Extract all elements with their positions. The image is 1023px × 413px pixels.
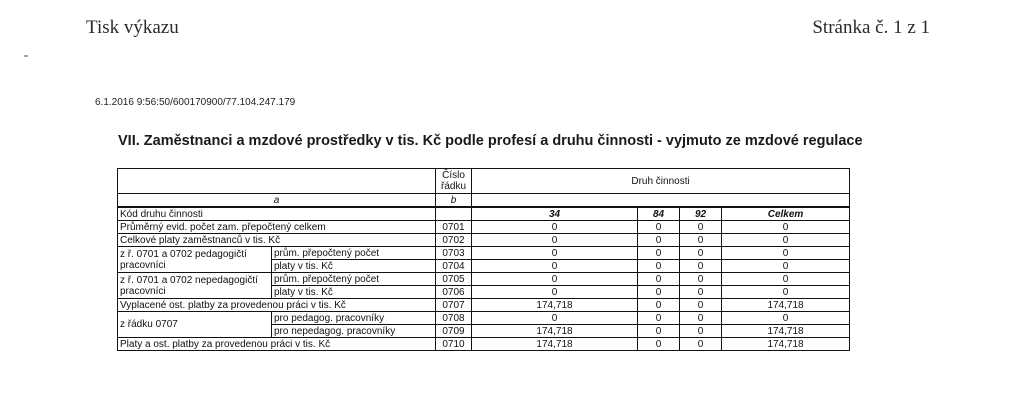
cell-celkem: 0 bbox=[722, 234, 850, 247]
cell-92: 0 bbox=[680, 325, 722, 338]
row-label: platy v tis. Kč bbox=[272, 260, 436, 273]
cell-84: 0 bbox=[638, 260, 680, 273]
cell-celkem: 0 bbox=[722, 286, 850, 299]
row-label: Vyplacené ost. platby za provedenou práci v tis. Kč bbox=[118, 299, 436, 312]
cell-34: 0 bbox=[472, 312, 638, 325]
section-title: VII. Zaměstnanci a mzdové prostředky v tis. Kč podle profesí a druhu činnosti - vyjmuto ze mzdové regulace bbox=[118, 133, 863, 149]
cell-34: 0 bbox=[472, 260, 638, 273]
cell-84: 0 bbox=[638, 299, 680, 312]
table-row bbox=[118, 247, 850, 260]
cell-84: 0 bbox=[638, 221, 680, 234]
row-code: 0710 bbox=[436, 338, 472, 351]
cell-92: 0 bbox=[680, 247, 722, 260]
cell-34: 0 bbox=[472, 286, 638, 299]
cell-celkem: 174,718 bbox=[722, 338, 850, 351]
row-code: 0707 bbox=[436, 299, 472, 312]
table-row bbox=[118, 221, 850, 234]
row-label: pro pedagog. pracovníky bbox=[272, 312, 436, 325]
row-code: 0706 bbox=[436, 286, 472, 299]
table-row bbox=[118, 338, 850, 351]
row-code: 0705 bbox=[436, 273, 472, 286]
kod-84: 84 bbox=[638, 207, 680, 221]
kod-label: Kód druhu činnosti bbox=[118, 207, 436, 221]
kod-code-blank bbox=[436, 207, 472, 221]
scan-smudge bbox=[24, 55, 28, 57]
cell-celkem: 174,718 bbox=[722, 325, 850, 338]
cell-celkem: 0 bbox=[722, 273, 850, 286]
cell-92: 0 bbox=[680, 234, 722, 247]
cell-84: 0 bbox=[638, 247, 680, 260]
row-code: 0708 bbox=[436, 312, 472, 325]
kod-celkem: Celkem bbox=[722, 207, 850, 221]
row-label: Průměrný evid. počet zam. přepočtený celkem bbox=[118, 221, 436, 234]
cell-84: 0 bbox=[638, 338, 680, 351]
header-cislo-radku: Číslo řádku bbox=[436, 169, 472, 194]
row-label: prům. přepočtený počet bbox=[272, 273, 436, 286]
table-row bbox=[118, 312, 850, 325]
row-label: Platy a ost. platby za provedenou práci v tis. Kč bbox=[118, 338, 436, 351]
cell-34: 0 bbox=[472, 221, 638, 234]
cell-84: 0 bbox=[638, 325, 680, 338]
cell-celkem: 0 bbox=[722, 221, 850, 234]
table-row bbox=[118, 273, 850, 286]
table-letter-row bbox=[118, 194, 850, 208]
cell-celkem: 0 bbox=[722, 247, 850, 260]
cell-34: 0 bbox=[472, 247, 638, 260]
row-label: platy v tis. Kč bbox=[272, 286, 436, 299]
row-label: Celkové platy zaměstnanců v tis. Kč bbox=[118, 234, 436, 247]
row-label: pro nepedagog. pracovníky bbox=[272, 325, 436, 338]
cell-92: 0 bbox=[680, 338, 722, 351]
row-code: 0702 bbox=[436, 234, 472, 247]
cell-92: 0 bbox=[680, 221, 722, 234]
cell-84: 0 bbox=[638, 312, 680, 325]
table-row bbox=[118, 299, 850, 312]
cell-celkem: 0 bbox=[722, 312, 850, 325]
cell-92: 0 bbox=[680, 286, 722, 299]
cell-celkem: 174,718 bbox=[722, 299, 850, 312]
row-code: 0709 bbox=[436, 325, 472, 338]
row-code: 0703 bbox=[436, 247, 472, 260]
col-letter-b: b bbox=[436, 194, 472, 208]
kod-34: 34 bbox=[472, 207, 638, 221]
cell-34: 174,718 bbox=[472, 338, 638, 351]
report-title: Tisk výkazu bbox=[86, 17, 179, 38]
kod-row bbox=[118, 207, 850, 221]
col-letter-blank bbox=[472, 194, 850, 208]
report-table bbox=[117, 168, 850, 351]
cell-84: 0 bbox=[638, 273, 680, 286]
row-group-label: z ř. 0701 a 0702 nepedagogičtí pracovníci bbox=[118, 273, 272, 299]
cell-92: 0 bbox=[680, 273, 722, 286]
row-code: 0704 bbox=[436, 260, 472, 273]
row-group-label: z ř. 0701 a 0702 pedagogičtí pracovníci bbox=[118, 247, 272, 273]
kod-92: 92 bbox=[680, 207, 722, 221]
cell-34: 174,718 bbox=[472, 325, 638, 338]
cell-84: 0 bbox=[638, 286, 680, 299]
cell-34: 174,718 bbox=[472, 299, 638, 312]
page-indicator: Stránka č. 1 z 1 bbox=[812, 17, 930, 38]
cell-84: 0 bbox=[638, 234, 680, 247]
header-druh-cinnosti: Druh činnosti bbox=[472, 169, 850, 194]
cell-34: 0 bbox=[472, 273, 638, 286]
timestamp-stamp: 6.1.2016 9:56:50/600170900/77.104.247.179 bbox=[95, 97, 296, 108]
cell-34: 0 bbox=[472, 234, 638, 247]
cell-92: 0 bbox=[680, 260, 722, 273]
header-blank bbox=[118, 169, 436, 194]
table-header-row bbox=[118, 169, 850, 194]
cell-celkem: 0 bbox=[722, 260, 850, 273]
table-row bbox=[118, 234, 850, 247]
row-label: prům. přepočtený počet bbox=[272, 247, 436, 260]
row-group-label: z řádku 0707 bbox=[118, 312, 272, 338]
row-code: 0701 bbox=[436, 221, 472, 234]
cell-92: 0 bbox=[680, 299, 722, 312]
col-letter-a: a bbox=[118, 194, 436, 208]
cell-92: 0 bbox=[680, 312, 722, 325]
